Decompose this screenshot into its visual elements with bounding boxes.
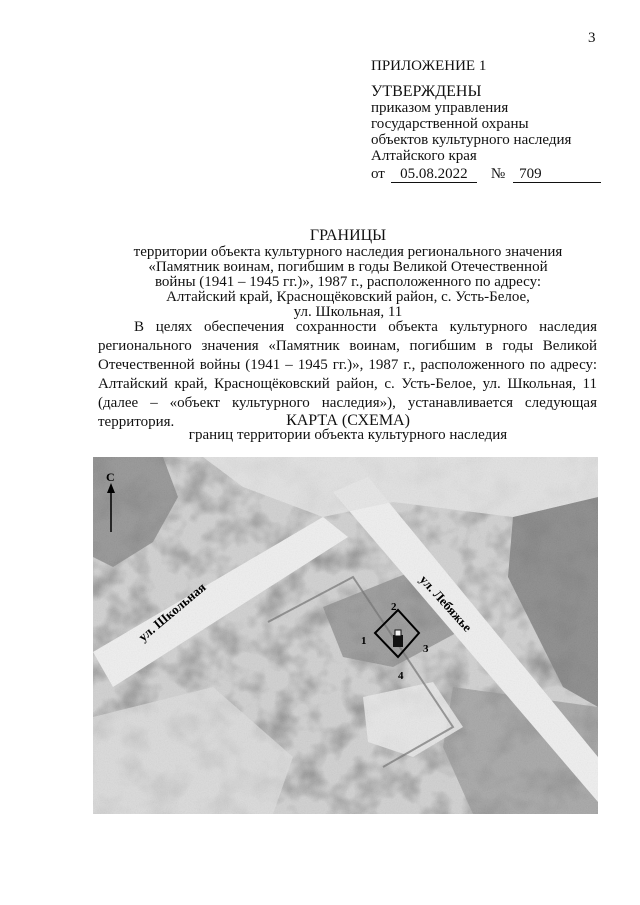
heading-line: «Памятник воинам, погибшим в годы Великой Отечественной (148, 259, 548, 275)
heading-line: территории объекта культурного наследия регионального значения (133, 244, 563, 260)
point-label-2: 2 (391, 601, 397, 613)
point-label-1: 1 (361, 635, 367, 647)
approval-line: объектов культурного наследия (371, 132, 572, 148)
map-image (93, 457, 598, 814)
document-heading (108, 228, 588, 320)
heading-line: ул. Школьная, 11 (293, 304, 403, 320)
body-paragraph: В целях обеспечения сохранности объекта культурного наследия регионального значения «Памятник воинам, погибшим в годы Великой Отечественной войны (1941 – 1945 гг.)», 1987 г., расположенного по адресу: Алтайский край, Краснощёковский район, с. Усть-Белое, ул. Школьная, 11 (далее – «объект культурного наследия»), устанавливается следующая территория. (98, 319, 597, 430)
approval-line: приказом управления (371, 100, 509, 116)
heading-line: Алтайский край, Краснощёковский район, с. Усть-Белое, (166, 289, 530, 305)
approval-date-row (371, 166, 601, 183)
appendix-label: ПРИЛОЖЕНИЕ 1 (371, 58, 487, 74)
approved-label: УТВЕРЖДЕНЫ (371, 83, 482, 100)
approval-block (371, 58, 601, 183)
approval-number: 709 (513, 166, 601, 183)
monument-icon (393, 630, 403, 647)
map-subtitle: границ территории объекта культурного наследия (188, 427, 508, 443)
number-sign: № (490, 166, 506, 182)
map-title: КАРТА (СХЕМА) (286, 412, 410, 429)
street-label-shkolnaya: ул. Школьная (135, 579, 209, 645)
point-label-4: 4 (398, 670, 404, 682)
street-label-lebyazhye: ул. Лебяжье (416, 571, 476, 635)
approval-date: 05.08.2022 (391, 166, 477, 183)
map-heading (108, 413, 588, 443)
north-label: С (106, 470, 115, 484)
heading-title: ГРАНИЦЫ (309, 227, 387, 244)
approval-line: Алтайского края (371, 148, 477, 164)
page-number: 3 (588, 30, 596, 46)
map-grain (93, 457, 598, 814)
aerial-map (93, 457, 598, 814)
point-label-3: 3 (423, 643, 429, 655)
heading-line: войны (1941 – 1945 гг.)», 1987 г., расположенного по адресу: (154, 274, 542, 290)
approval-line: государственной охраны (371, 116, 529, 132)
date-prefix: от (371, 166, 385, 182)
